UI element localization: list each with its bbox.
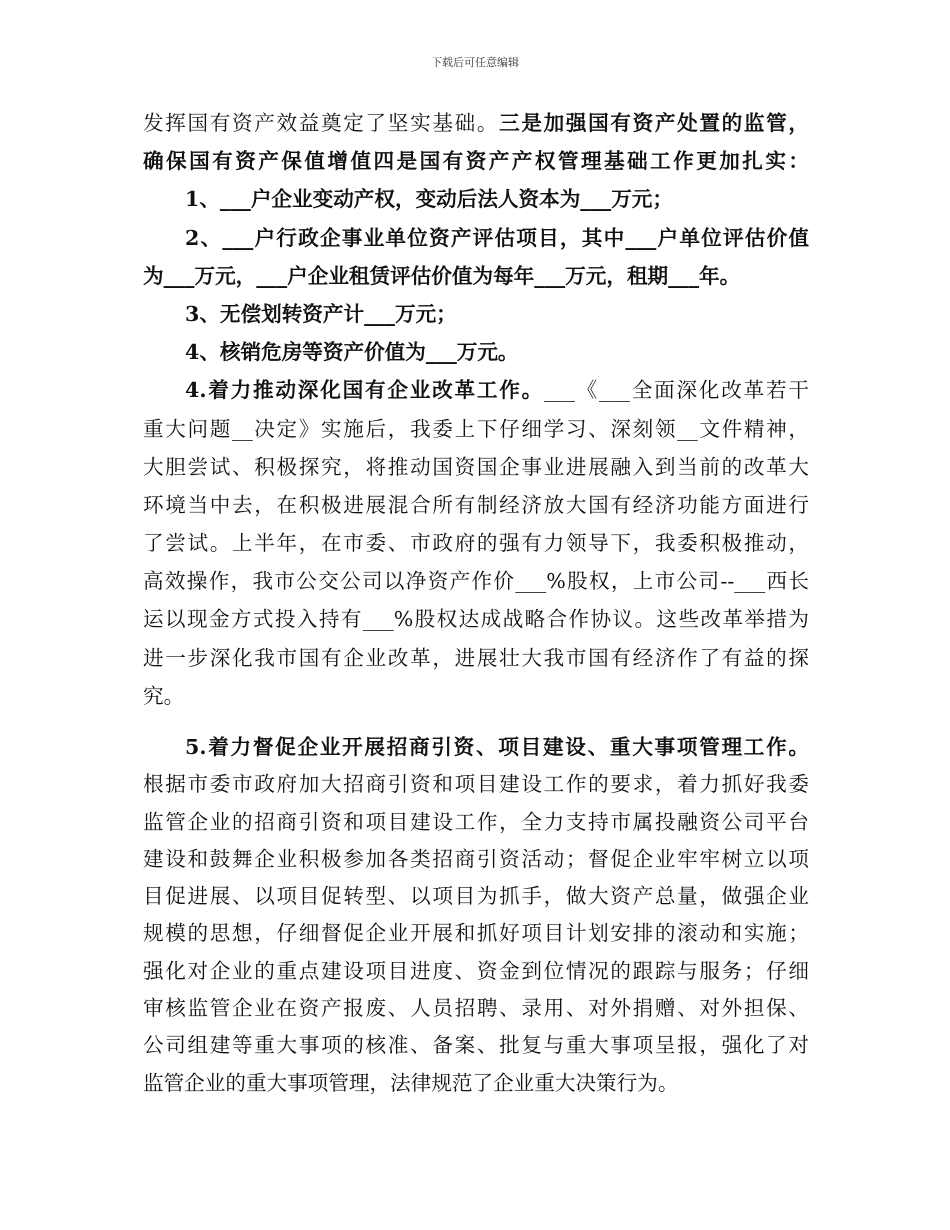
- document-body: [143, 104, 809, 1102]
- paragraph-line: 运以现金方式投入持有___%股权达成战略合作协议。这些改革举措为: [143, 607, 809, 632]
- section-5: [143, 729, 809, 1102]
- paragraph-line: 审核监管企业在资产报废、人员招聘、录用、对外捐赠、对外担保、: [143, 996, 809, 1021]
- paragraph-line: 高效操作，我市公交公司以净资产作价___%股权，上市公司--___西长: [143, 569, 809, 594]
- page-header: 下载后可任意编辑: [431, 56, 519, 69]
- list-item-continuation: 为___万元，___户企业租赁评估价值为每年___万元，租期___年。: [143, 263, 741, 288]
- text-run: ___《___全面深化改革若干: [544, 378, 809, 403]
- text-run: 发挥国有资产效益奠定了坚实基础。: [143, 111, 500, 135]
- paragraph-line: 监管企业的重大事项管理，法律规范了企业重大决策行为。: [143, 1070, 679, 1095]
- paragraph-line: 根据市委市政府加大招商引资和项目建设工作的要求，着力抓好我委: [143, 772, 809, 797]
- list-item: 1、___户企业变动产权，变动后法人资本为___万元；: [185, 187, 673, 212]
- paragraph-line: 进一步深化我市国有企业改革，进展壮大我市国有经济作了有益的探: [143, 645, 809, 670]
- paragraph-line: 了尝试。上半年，在市委、市政府的强有力领导下，我委积极推动，: [143, 531, 809, 556]
- paragraph-line: 规模的思想，仔细督促企业开展和抓好项目计划安排的滚动和实施；: [143, 921, 809, 946]
- block-state-assets: [143, 104, 809, 371]
- section-heading: 4.着力推动深化国有企业改革工作。: [185, 378, 544, 403]
- paragraph-line: [143, 371, 809, 409]
- paragraph-line: 公司组建等重大事项的核准、备案、批复与重大事项呈报，强化了对: [143, 1033, 809, 1058]
- paragraph-line: 建设和鼓舞企业积极参加各类招商引资活动；督促企业牢牢树立以项: [143, 846, 809, 871]
- section-4: [143, 371, 809, 715]
- bold-text-run: 三是加强国有资产处置的监管，: [499, 111, 810, 135]
- paragraph-line: 强化对企业的重点建设项目进度、资金到位情况的跟踪与服务；仔细: [143, 958, 809, 983]
- list-item: 3、无偿划转资产计___万元；: [185, 301, 457, 326]
- paragraph-line: 重大问题__决定》实施后，我委上下仔细学习、深刻领__文件精神，: [143, 416, 809, 441]
- paragraph-line: 大胆尝试、积极探究，将推动国资国企事业进展融入到当前的改革大: [143, 454, 809, 479]
- paragraph-line: 目促进展、以项目促转型、以项目为抓手，做大资产总量，做强企业: [143, 884, 809, 909]
- paragraph-line: [143, 104, 809, 142]
- list-item: 2、___户行政企事业单位资产评估项目，其中___户单位评估价值: [185, 225, 809, 250]
- paragraph-line: 环境当中去，在积极进展混合所有制经济放大国有经济功能方面进行: [143, 492, 809, 517]
- paragraph-line: 确保国有资产保值增值四是国有资产产权管理基础工作更加扎实：: [143, 149, 809, 174]
- list-item: 4、核销危房等资产价值为___万元。: [185, 340, 519, 365]
- paragraph-line: 监管企业的招商引资和项目建设工作，全力支持市属投融资公司平台: [143, 809, 809, 834]
- section-heading: 5.着力督促企业开展招商引资、项目建设、重大事项管理工作。: [185, 735, 809, 759]
- paragraph-line: 究。: [143, 683, 185, 708]
